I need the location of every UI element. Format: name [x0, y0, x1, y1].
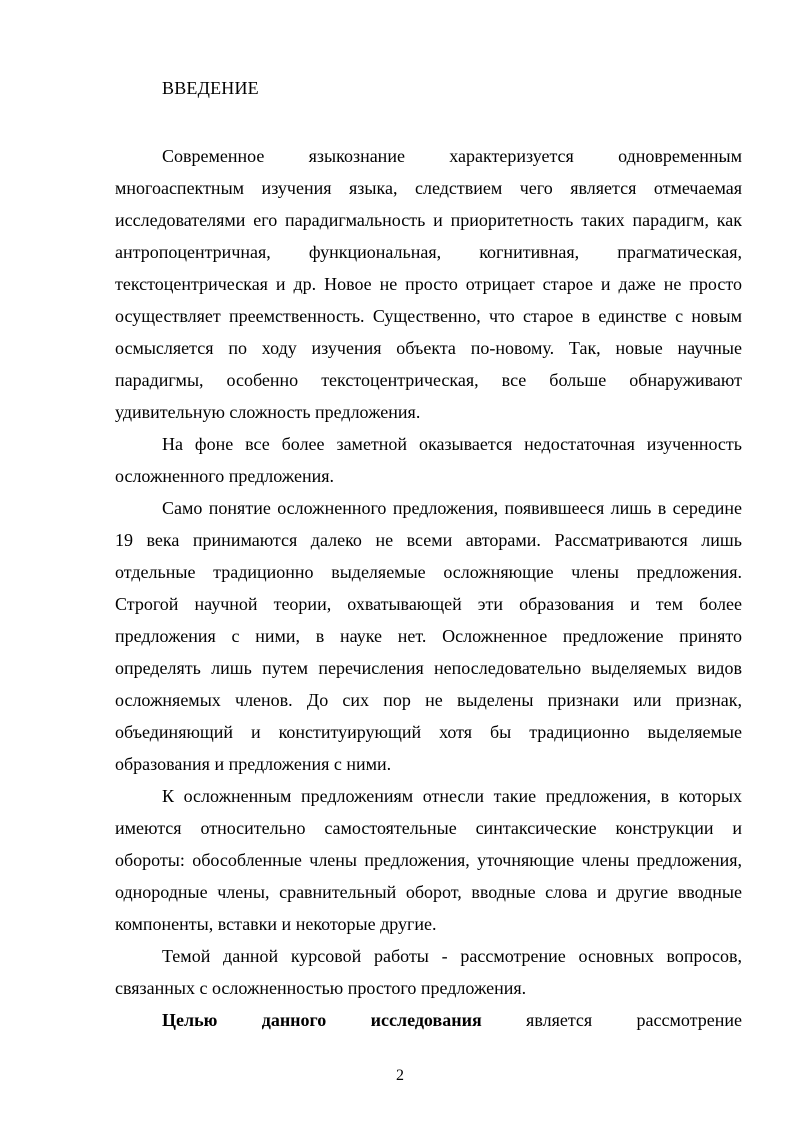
paragraph-2: На фоне все более заметной оказывается недостаточная изученность осложненного предложения. — [115, 434, 742, 486]
goal-bold-text: Целью данного исследования — [162, 1010, 482, 1030]
paragraph-4: К осложненным предложениям отнесли такие предложения, в которых имеются относительно самостоятельные синтаксические конструкции и обороты: обособленные члены предложения, уточняющие члены предложения, однородные члены, сравнительный оборот, вводные слова и другие вводные компоненты, вставки и некоторые другие. — [115, 786, 742, 934]
body-text — [115, 140, 742, 1036]
paragraph-3: Само понятие осложненного предложения, появившееся лишь в середине 19 века принимаются далеко не всеми авторами. Рассматриваются лишь отдельные традиционно выделяемые осложняющие члены предложения. Строгой научной теории, охватывающей эти образования и тем более предложения с ними, в науке нет. Осложненное предложение принято определять лишь путем перечисления непоследовательно выделяемых видов осложняемых членов. До сих пор не выделены признаки или признак, объединяющий и конституирующий хотя бы традиционно выделяемые образования и предложения с ними. — [115, 498, 742, 774]
paragraph-goal — [115, 1004, 742, 1036]
page-number: 2 — [396, 1067, 404, 1084]
goal-rest-text: является рассмотрение — [481, 1010, 742, 1030]
paragraph-1: Современное языкознание характеризуется одновременным многоаспектным изучения языка, следствием чего является отмечаемая исследователями его парадигмальность и приоритетность таких парадигм, как антропоцентричная, функциональная, когнитивная, прагматическая, текстоцентрическая и др. Новое не просто отрицает старое и даже не просто осуществляет преемственность. Существенно, что старое в единстве с новым осмысляется по ходу изучения объекта по-новому. Так, новые научные парадигмы, особенно текстоцентрическая, все больше обнаруживают удивительную сложность предложения. — [115, 146, 742, 422]
paragraph-5: Темой данной курсовой работы - рассмотрение основных вопросов, связанных с осложненностью простого предложения. — [115, 946, 742, 998]
section-heading: ВВЕДЕНИЕ — [162, 78, 259, 98]
